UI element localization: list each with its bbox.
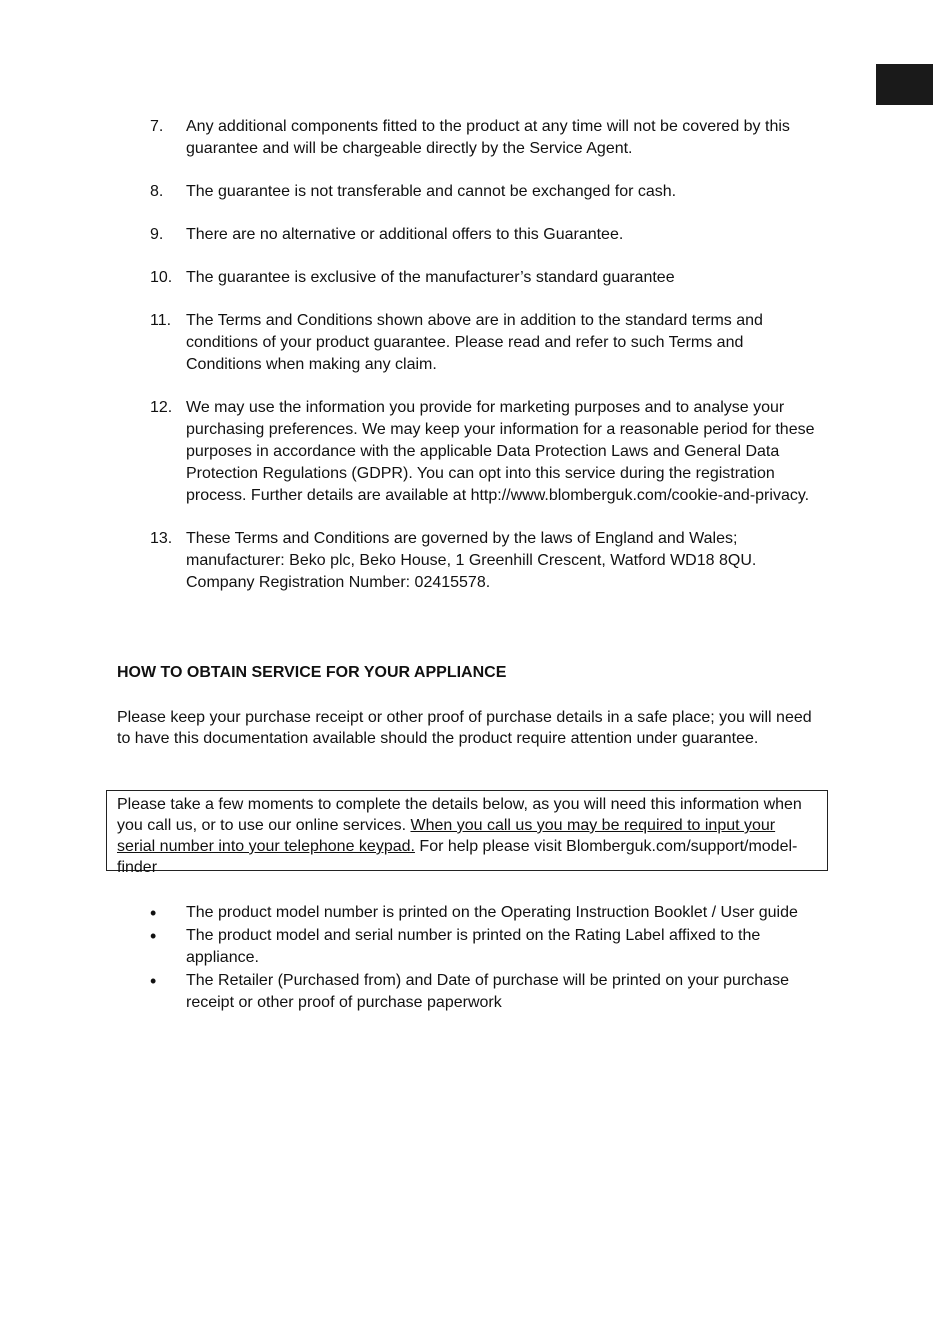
bullet-text: The product model and serial number is printed on the Rating Label affixed to the appliance. (186, 927, 761, 966)
bullet-icon: • (150, 971, 157, 991)
item-number: 7. (150, 118, 164, 135)
list-item (150, 310, 822, 376)
item-number: 9. (150, 226, 164, 243)
section-heading: HOW TO OBTAIN SERVICE FOR YOUR APPLIANCE (117, 664, 507, 681)
list-item (150, 116, 822, 160)
item-text: These Terms and Conditions are governed by the laws of England and Wales; manufacturer: Beko plc, Beko House, 1 Greenhill Crescent, Watford WD18 8QU. Company Registration Number: 02415578. (186, 530, 757, 591)
list-item (150, 902, 822, 924)
bullet-icon: • (150, 926, 157, 946)
item-text: The guarantee is exclusive of the manufacturer’s standard guarantee (186, 269, 675, 286)
bullet-text: The product model number is printed on the Operating Instruction Booklet / User guide (186, 904, 798, 921)
list-item (150, 181, 822, 203)
bullet-list (150, 902, 822, 1015)
list-item (150, 925, 822, 969)
list-item (150, 528, 822, 594)
list-item (150, 970, 822, 1014)
list-item (150, 267, 822, 289)
item-text: There are no alternative or additional offers to this Guarantee. (186, 226, 624, 243)
item-number: 8. (150, 183, 164, 200)
item-text: The Terms and Conditions shown above are in addition to the standard terms and conditions of your product guarantee. Please read and refer to such Terms and Conditions when making any claim. (186, 312, 763, 373)
item-number: 10. (150, 269, 173, 286)
item-text: We may use the information you provide for marketing purposes and to analyse your purchasing preferences. We may keep your information for a reasonable period for these purposes in accordance with the applicable Data Protection Laws and General Data Protection Regulations (GDPR). You can opt into this service during the registration process. Further details are available at http://www.blomberguk.com/cookie-and-privacy. (186, 399, 815, 504)
box-underlined-text: When you call us you may be required to input your serial number into your telephone keypad. (117, 817, 776, 855)
item-number: 13. (150, 530, 173, 547)
item-number: 11. (150, 312, 172, 329)
terms-list (150, 116, 822, 615)
list-item (150, 397, 822, 507)
page-tab-marker (876, 64, 933, 105)
intro-paragraph: Please keep your purchase receipt or other proof of purchase details in a safe place; you will need to have this documentation available should the product require attention under guarantee. (117, 709, 812, 747)
item-number: 12. (150, 399, 173, 416)
item-text: The guarantee is not transferable and cannot be exchanged for cash. (186, 183, 677, 200)
box-text-after: For help please visit Blomberguk.com/support/model-finder (117, 838, 798, 876)
bullet-text: The Retailer (Purchased from) and Date of purchase will be printed on your purchase receipt or other proof of purchase paperwork (186, 972, 789, 1011)
info-box (106, 790, 828, 876)
item-text: Any additional components fitted to the product at any time will not be covered by this guarantee and will be chargeable directly by the Service Agent. (186, 118, 790, 157)
box-text-before: Please take a few moments to complete the details below, as you will need this information when you call us, or to use our online services. (117, 796, 802, 834)
bullet-icon: • (150, 903, 157, 923)
list-item (150, 224, 822, 246)
